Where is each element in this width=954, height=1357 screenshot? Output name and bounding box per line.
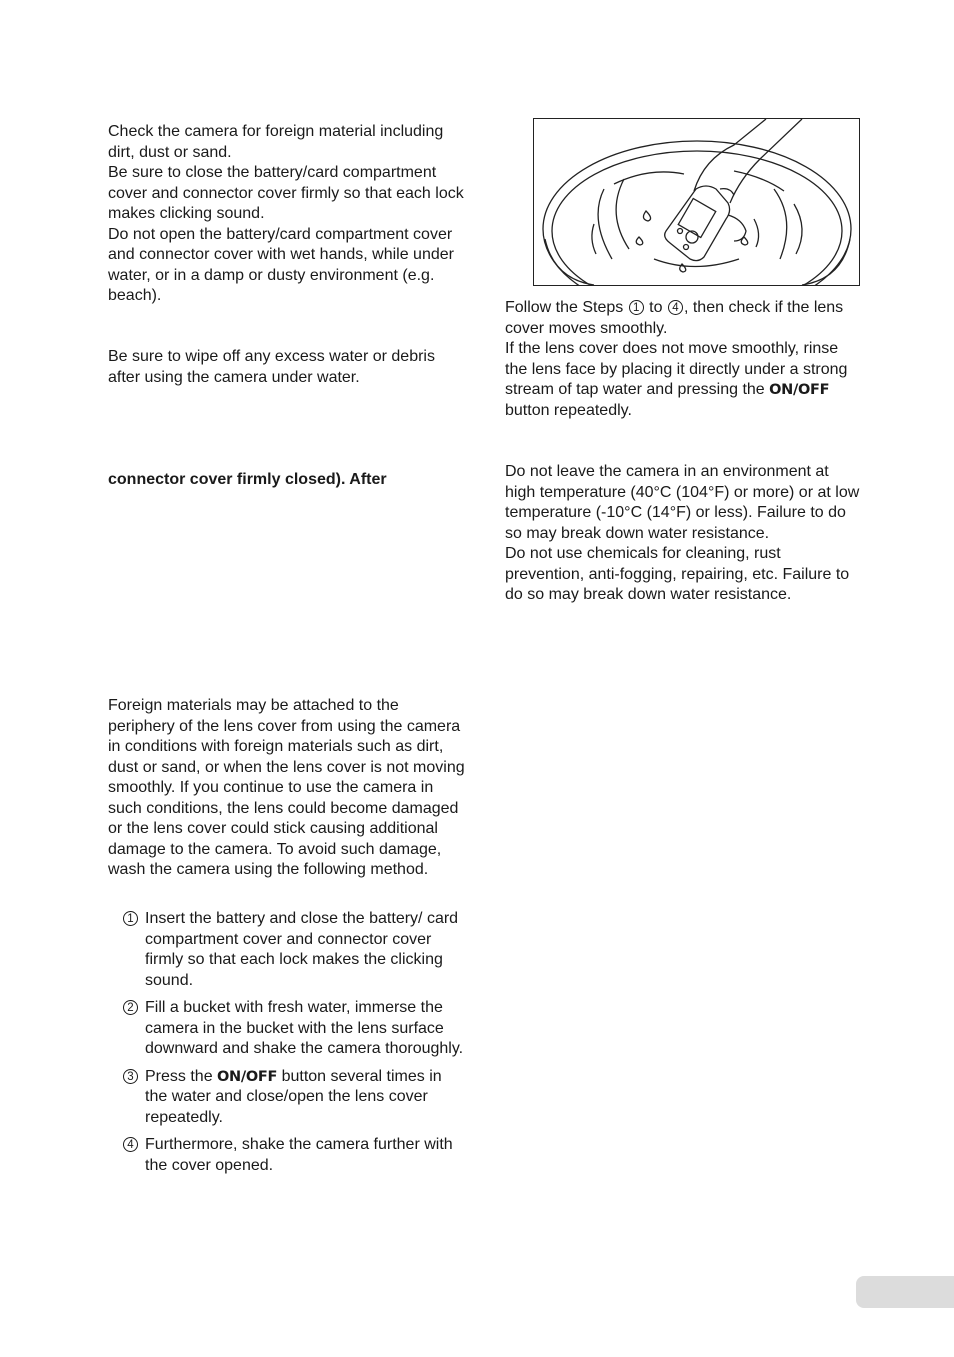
on-off-button-label: ON/OFF [217, 1068, 278, 1085]
bucket-and-hand-drawing [534, 119, 859, 285]
follow-text-b: to [644, 299, 667, 316]
page-tab [856, 1276, 954, 1308]
washing-steps-list [123, 909, 468, 1183]
step-3 [123, 1067, 468, 1129]
follow-text-c: , then check if the lens cover moves smoothly. [505, 299, 844, 337]
step-ref-1: 1 [629, 300, 644, 315]
follow-steps-paragraph [505, 298, 861, 339]
chemicals-warning: Do not use chemicals for cleaning, rust prevention, anti-fogging, repairing, etc. Failure to do so may break down water resistance. [505, 545, 850, 603]
step-3-text-pre: Press the [145, 1067, 218, 1085]
on-off-button-label-2: ON/OFF [769, 382, 830, 398]
check-section [108, 122, 466, 307]
step-number-3: 3 [123, 1069, 138, 1084]
step-number-2: 2 [123, 1000, 138, 1015]
step-2-text: Fill a bucket with fresh water, immerse the camera in the bucket with the lens surface downward and shake the camera thoroughly. [145, 999, 464, 1057]
step-3-text-post: button several times in the water and close/open the lens cover repeatedly. [145, 1067, 442, 1126]
check-paragraph-2: Be sure to close the battery/card compartment cover and connector cover firmly so that each lock makes clicking sound. [108, 164, 464, 222]
step-number-1: 1 [123, 911, 138, 926]
follow-text-a: Follow the Steps [505, 299, 628, 316]
foreign-material-paragraph: Foreign materials may be attached to the periphery of the lens cover from using the camera in conditions with foreign materials such as dirt, dust or sand, or when the lens cover is not moving smoothly. If you continue to use the camera in such conditions, the lens could become damaged or the lens cover could stick causing additional damage to the camera. To avoid such damage, wash the camera using the following method. [108, 697, 465, 878]
check-paragraph-3: Do not open the battery/card compartment cover and connector cover with wet hands, while under water, or in a damp or dusty environment (e.g. beach). [108, 225, 454, 304]
camera-washing-illustration [533, 118, 860, 286]
step-1 [123, 909, 468, 991]
rinse-paragraph [505, 339, 861, 421]
check-paragraph-1: Check the camera for foreign material including dirt, dust or sand. [108, 123, 444, 161]
wipe-paragraph: Be sure to wipe off any excess water or debris after using the camera under water. [108, 348, 435, 386]
rinse-text-b: button repeatedly. [505, 401, 632, 419]
step-1-text: Insert the battery and close the battery/ card compartment cover and connector cover firmly so that each lock makes the clicking sound. [145, 910, 459, 989]
step-ref-4: 4 [668, 300, 683, 315]
temperature-warning: Do not leave the camera in an environment at high temperature (40°C (104°F) or more) or at low temperature (-10°C (14°F) or less). Failure to do so may break down water resistance. [505, 463, 860, 542]
step-4 [123, 1135, 468, 1176]
rinse-text-a: If the lens cover does not move smoothly, rinse the lens face by placing it directly under a strong stream of tap water and pressing the [505, 340, 848, 398]
step-4-text: Furthermore, shake the camera further with the cover opened. [145, 1136, 453, 1174]
bold-fragment: connector cover firmly closed). After [108, 471, 387, 488]
step-2 [123, 998, 468, 1060]
step-number-4: 4 [123, 1137, 138, 1152]
